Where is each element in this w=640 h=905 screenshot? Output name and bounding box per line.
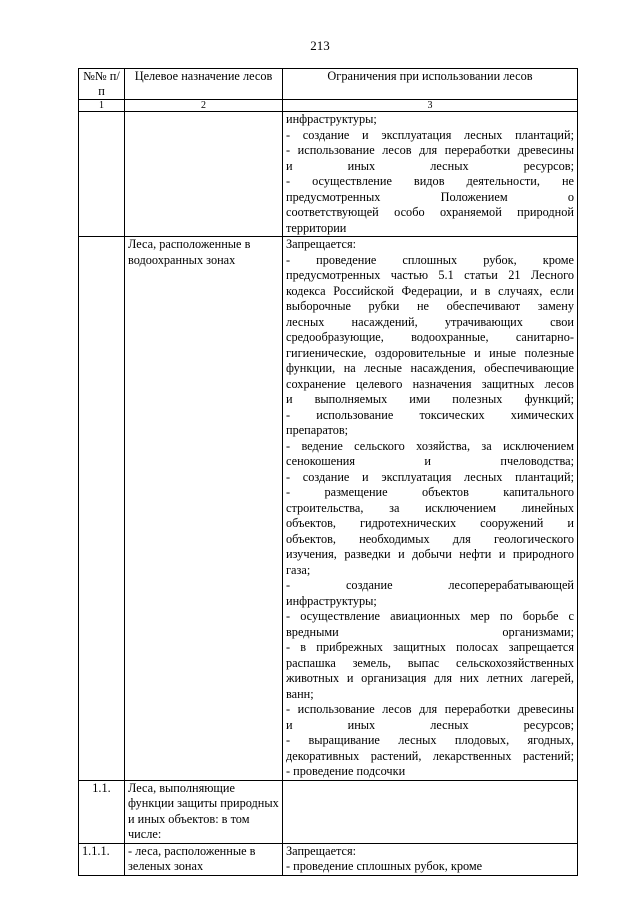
restriction-line: вредными организмами; [286,624,574,639]
index-cell: 3 [283,100,578,112]
restriction-line: территории [286,220,347,235]
table-row [79,780,578,843]
row-number-cell: 1.1. [79,780,125,843]
restriction-line: - осуществление видов деятельности, не [286,174,574,188]
table-index-row [79,100,578,112]
table-header-row [79,69,578,100]
restriction-line: предусмотренных частью 5.1 статьи 21 Лесного [286,268,574,282]
restrictions-cell [283,780,578,843]
restriction-line: ванн; [286,686,314,701]
header-purpose: Целевое назначение лесов [125,69,283,100]
restrictions-cell [283,237,578,781]
restriction-line: соответствующей особо охраняемой природной [286,205,574,219]
restriction-line: средообразующие, водоохранные, санитарно- [286,330,574,344]
restriction-line: сохранение целевого назначения защитных лесов [286,376,574,391]
table-row [79,843,578,875]
purpose-cell: Леса, расположенные в водоохранных зонах [125,237,283,781]
restriction-line: выборочные рубки не обеспечивают замену [286,299,574,313]
restriction-line: предусмотренных Положением о [286,189,574,204]
row-number-cell: 1.1.1. [79,843,125,875]
restriction-line: - ведение сельского хозяйства, за исключением [286,438,574,453]
restriction-line: - использование лесов для переработки древесины [286,702,574,716]
restriction-line: инфраструктуры; [286,112,377,126]
restriction-line: изучения, разведки и добычи нефти и природного [286,547,574,561]
restriction-line: гигиенические, оздоровительные и иные полезные [286,345,574,360]
restriction-line: функции, на лесные насаждения, обеспечивающие [286,361,574,375]
restriction-line: - проведение сплошных рубок, кроме [286,252,574,267]
purpose-cell [125,112,283,237]
restriction-line: газа; [286,562,311,577]
restriction-line: и иных лесных ресурсов; [286,158,574,173]
restriction-line: и иных лесных ресурсов; [286,717,574,732]
restriction-line: животных и организация для них летних лагерей, [286,671,574,685]
row-number-cell [79,112,125,237]
index-cell: 1 [79,100,125,112]
restriction-line: строительства, за исключением линейных [286,500,574,515]
header-number: №№ п/п [79,69,125,100]
restriction-line: - создание и эксплуатация лесных плантаций; [286,127,574,142]
restriction-line: Запрещается: [286,843,357,858]
table-row [79,112,578,237]
restriction-line: декоративных растений, лекарственных растений; [286,748,574,763]
restrictions-cell [283,843,578,875]
restriction-line: Запрещается: [286,237,357,251]
page-number: 213 [310,38,330,53]
restriction-line: кодекса Российской Федерации, и в случаях, если [286,283,574,298]
restriction-line: - создание и эксплуатация лесных плантаций; [286,469,574,484]
index-cell: 2 [125,100,283,112]
header-restrictions: Ограничения при использовании лесов [283,69,578,100]
table-row [79,237,578,781]
restriction-line: - создание лесоперерабатывающей [286,578,574,592]
restriction-line: распашка земель, выпас сельскохозяйственных [286,655,574,670]
restriction-line: сенокошения и пчеловодства; [286,454,574,468]
restriction-line: - проведение сплошных рубок, кроме [286,859,483,873]
purpose-cell: Леса, выполняющие функции защиты природных и иных объектов: в том числе: [125,780,283,843]
row-number-cell [79,237,125,781]
restriction-line: лесных насаждений, утрачивающих свои [286,314,574,329]
restriction-line: - осуществление авиационных мер по борьбе с [286,609,574,623]
restriction-line: - проведение подсочки [286,764,406,778]
restriction-line: объектов, необходимых для геологического [286,531,574,546]
restriction-line: - в прибрежных защитных полосах запрещается [286,640,574,654]
restriction-line: - выращивание лесных плодовых, ягодных, [286,733,574,747]
restriction-line: инфраструктуры; [286,593,377,608]
restriction-line: - размещение объектов капитального [286,485,574,499]
restriction-line: объектов, гидротехнических сооружений и [286,516,574,530]
restrictions-cell [283,112,578,237]
purpose-cell: - леса, расположенные в зеленых зонах [125,843,283,875]
restriction-line: и выполняемых ими полезных функций; [286,392,574,406]
restrictions-table [78,68,578,876]
restriction-line: - использование токсических химических [286,407,574,422]
restriction-line: - использование лесов для переработки древесины [286,143,574,157]
restriction-line: препаратов; [286,423,349,437]
